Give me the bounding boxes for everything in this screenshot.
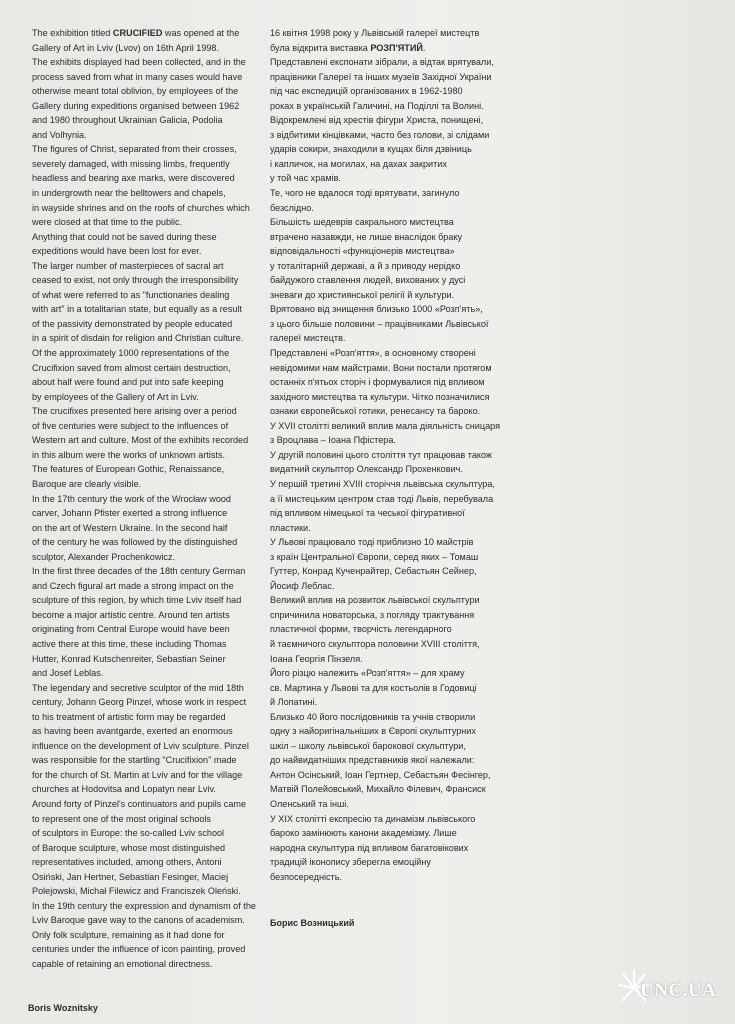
- text-line: роках в українській Галичині, на Поділлі та Волині.: [270, 100, 484, 111]
- text-line: The features of European Gothic, Renaissance,: [32, 464, 225, 475]
- text-line: Around forty of Pinzel's continuators and pupils came: [32, 798, 247, 809]
- text-line: Гуттер, Конрад Кученрайтер, Себастьян Сейнер,: [270, 566, 477, 577]
- text-line: to represent one of the most original schools: [32, 813, 211, 824]
- text-line: У XIX столітті експресію та динамізм львівського: [270, 813, 476, 824]
- text-line: The figures of Christ, separated from their crosses,: [32, 144, 237, 155]
- text-line: 16 квітня 1998 року у Львівській галереї мистецтв: [270, 28, 480, 38]
- exhibition-title: CRUCIFIED: [112, 28, 163, 38]
- text-line: in a spirit of disdain for religion and Christian culture.: [32, 333, 244, 344]
- text-line: were closed at that time to the public.: [32, 217, 183, 228]
- text-line: байдужого ставлення людей, вихованих у дусі: [270, 275, 466, 286]
- text-line: Представлені «Розп'яття», в основному створені: [270, 348, 476, 359]
- text-line: У XVII столітті великий вплив мала діяльність сницаря: [270, 420, 501, 431]
- text-line: for the church of St. Martin at Lviv and for the village: [32, 769, 243, 780]
- text-line: Близько 40 його послідовників та учнів створили: [270, 711, 476, 722]
- text-line: і капличок, на могилах, на дахах закритих: [270, 158, 447, 169]
- text-line: Оленський та інші.: [270, 798, 349, 809]
- text-line: The exhibits displayed had been collected, and in the: [32, 57, 246, 68]
- text-line: Lviv Baroque gave way to the canons of academism.: [32, 915, 245, 926]
- text-line: of five centuries were subject to the influences of: [32, 420, 229, 431]
- text-line: пластики.: [270, 522, 311, 533]
- text-line: традицій іконопису зберегла емоційну: [270, 857, 431, 868]
- text-line: до найвидатніших представників якої належали:: [270, 755, 475, 766]
- text-line: з країн Центральної Європи, серед яких – Томаш: [270, 551, 479, 562]
- text-line: In the 17th century the work of the Wrocław wood: [32, 493, 231, 504]
- text-line: expeditions would have been lost for ever.: [32, 246, 202, 257]
- text-line: Hutter, Konrad Kutschenreiter, Sebastian Seiner: [32, 653, 226, 664]
- text-line: century, Johann Georg Pinzel, whose work in respect: [32, 697, 247, 708]
- text-line: The legendary and secretive sculptor of the mid 18th: [32, 682, 244, 693]
- text-line: by employees of the Gallery of Art in Lviv.: [32, 391, 199, 402]
- text-line: on the art of Western Ukraine. In the second half: [32, 522, 228, 533]
- text-line: as having been avantgarde, exerted an enormous: [32, 726, 233, 737]
- text-line: Baroque are clearly visible.: [32, 478, 142, 489]
- text-line: severely damaged, with missing limbs, frequently: [32, 158, 230, 169]
- text-line: Anything that could not be saved during these: [32, 231, 217, 242]
- text-line: and Volhynia.: [32, 129, 87, 140]
- text-line: in this album were the works of unknown artists.: [32, 449, 226, 460]
- text-line: Матвій Полейовський, Михайло Філевич, Франсиск: [270, 784, 486, 795]
- text-line: carver, Johann Pfister exerted a strong influence: [32, 508, 228, 519]
- text-line: In the 19th century the expression and dynamism of the: [32, 900, 256, 911]
- text-line: [270, 41, 508, 56]
- text-line: галереї мистецтв.: [270, 333, 346, 344]
- text-line: [32, 26, 264, 41]
- text-line: with art" in a totalitarian state, but equally as a result: [32, 304, 242, 315]
- text-line: churches at Hodovitsa and Lopatyn near Lviv.: [32, 784, 216, 795]
- text-line: видатний скульптор Олександр Прохенкович.: [270, 464, 463, 475]
- text-line: Йосиф Леблас.: [270, 580, 335, 591]
- text-line: Gallery of Art in Lviv (Lvov) on 16th April 1998.: [32, 42, 220, 53]
- text-line: and Josef Leblas.: [32, 668, 104, 679]
- text-line: спричинила новаторська, з погляду трактування: [270, 609, 475, 620]
- text-line: of sculptors in Europe: the so-called Lviv school: [32, 828, 225, 839]
- text-line: шкіл – школу львівської барокової скульптури,: [270, 740, 466, 751]
- text-line: of Baroque sculpture, whose most distinguished: [32, 842, 226, 853]
- text-segment: була відкрита виставка: [270, 42, 371, 53]
- text-line: The crucifixes presented here arising over a period: [32, 406, 237, 417]
- text-line: sculptor, Alexander Prochenkowicz.: [32, 551, 176, 562]
- text-line: св. Мартина у Львові та для костьолів в Годовиці: [270, 682, 477, 693]
- text-line: process saved from what in many cases would have: [32, 71, 243, 82]
- text-line: Представлені експонати зібрали, а відтак врятували,: [270, 57, 494, 68]
- text-line: й Лопатині.: [270, 697, 318, 708]
- text-line: західного мистецтва та культури. Чітко позначилися: [270, 391, 490, 402]
- text-line: Іоана Георгія Пінзеля.: [270, 653, 363, 664]
- text-line: active there at this time, these including Thomas: [32, 638, 227, 649]
- text-line: Те, чого не вдалося тоді врятувати, загинуло: [270, 188, 460, 199]
- text-segment: The exhibition titled: [32, 28, 113, 38]
- text-line: Of the approximately 1000 representations of the: [32, 348, 230, 359]
- text-line: останніх п'ятьох сторіч і формувалися під впливом: [270, 377, 485, 388]
- text-line: Crucifixion saved from almost certain destruction,: [32, 362, 231, 373]
- text-line: під час експедицій організованих в 1962-1980: [270, 86, 463, 97]
- text-line: Більшість шедеврів сакрального мистецтва: [270, 217, 454, 228]
- text-line: У першій третині XVIII сторіччя львівська скульптура,: [270, 478, 495, 489]
- text-line: ударів сокири, знаходили в кущах біля дзвіниць: [270, 144, 472, 155]
- text-line: ознаки європейської готики, ренесансу та бароко.: [270, 406, 481, 417]
- text-line: of the passivity demonstrated by people educated: [32, 318, 233, 329]
- text-line: headless and bearing axe marks, were discovered: [32, 173, 235, 184]
- text-line: бароко замінюють канони академізму. Лише: [270, 828, 457, 839]
- text-line: Osiński, Jan Hertner, Sebastian Fesinger, Maciej: [32, 871, 229, 882]
- text-line: пластичної форми, творчість легендарного: [270, 624, 452, 635]
- text-line: У другій половині цього століття тут працював також: [270, 449, 493, 460]
- text-line: otherwise meant total oblivion, by employees of the: [32, 86, 239, 97]
- text-line: під впливом німецької та чеської фігуративної: [270, 508, 465, 519]
- text-line: У Львові працювало тоді приблизно 10 майстрів: [270, 537, 474, 548]
- text-line: influence on the development of Lviv sculpture. Pinzel: [32, 740, 249, 751]
- text-line: of what were referred to as "functionaries dealing: [32, 289, 230, 300]
- text-line: у тоталітарній державі, а й з приводу нерідко: [270, 260, 461, 271]
- text-line: representatives included, among others, Antoni: [32, 857, 222, 868]
- text-line: працівники Галереї та інших музеїв Західної України: [270, 71, 492, 82]
- watermark-text: UNC.UA: [640, 980, 717, 1001]
- ukrainian-signature: Борис Возницький: [270, 918, 355, 928]
- text-segment: .: [422, 42, 426, 53]
- english-signature: Boris Woznitsky: [28, 1003, 98, 1013]
- text-line: centuries under the influence of icon painting, proved: [32, 944, 246, 955]
- text-line: originating from Central Europe would have been: [32, 624, 230, 635]
- text-line: capable of retaining an emotional directness.: [32, 959, 213, 969]
- text-line: невідомими нам майстрами. Вони постали протягом: [270, 362, 492, 373]
- text-line: In the first three decades of the 18th century German: [32, 566, 246, 577]
- ukrainian-text-column: [270, 26, 508, 884]
- text-line: in wayside shrines and on the roofs of churches which: [32, 202, 250, 213]
- text-line: sculpture of this region, by which time Lviv itself had: [32, 595, 242, 606]
- text-line: Polejowski, Michał Filewicz and Franciszek Oleński.: [32, 886, 241, 897]
- text-line: The larger number of masterpieces of sacral art: [32, 260, 224, 271]
- text-line: Антон Осінський, Іоан Гертнер, Себастьян Фесінгер,: [270, 769, 491, 780]
- text-line: у той час храмів.: [270, 173, 341, 184]
- text-line: Його різцю належить «Розп'яття» – для храму: [270, 668, 465, 679]
- text-line: Only folk sculpture, remaining as it had done for: [32, 929, 225, 940]
- text-line: народна скульптура під впливом багатовікових: [270, 842, 469, 853]
- text-line: ceased to exist, not only through the irresponsibility: [32, 275, 239, 286]
- text-line: й таємничого скульптора половини XVIII століття,: [270, 638, 480, 649]
- text-line: з Вроцлава – Іоана Пфістера.: [270, 435, 396, 446]
- text-line: одну з найоригінальніших в Європі скульптурних: [270, 726, 476, 737]
- text-line: was responsible for the startling "Crucifixion" made: [32, 755, 237, 766]
- text-line: зневаги до християнської релігії й культури.: [270, 289, 455, 300]
- text-line: Відокремлені від хрестів фігури Христа, понищені,: [270, 115, 484, 126]
- text-line: втрачено назавжди, не лише внаслідок браку: [270, 231, 463, 242]
- text-line: а її мистецьким центром став тоді Львів, перебувала: [270, 493, 494, 504]
- text-line: з цього більше половини – працівниками Львівської: [270, 318, 489, 329]
- text-line: Western art and culture. Most of the exhibits recorded: [32, 435, 249, 446]
- text-segment: was opened at the: [162, 28, 240, 38]
- text-line: безслідно.: [270, 202, 314, 213]
- english-text-column: [32, 26, 264, 972]
- text-line: відповідальності «функціонерів мистецтва»: [270, 246, 455, 257]
- text-line: з відбитими кінцівками, часто без голови, зі слідами: [270, 129, 490, 140]
- text-line: and Czech figural art made a strong impact on the: [32, 580, 234, 591]
- text-line: of the century he was followed by the distinguished: [32, 537, 238, 548]
- text-line: безпосередність.: [270, 871, 342, 882]
- exhibition-title: РОЗП'ЯТИЙ: [370, 42, 423, 53]
- text-line: in undergrowth near the belltowers and chapels,: [32, 188, 226, 199]
- text-line: to his treatment of artistic form may be regarded: [32, 711, 226, 722]
- text-line: about half were found and put into safe keeping: [32, 377, 224, 388]
- text-line: become a major artistic centre. Around ten artists: [32, 609, 230, 620]
- text-line: Врятовано від знищення близько 1000 «Розп'ять»,: [270, 304, 483, 315]
- text-line: and 1980 throughout Ukrainian Galicia, Podolia: [32, 115, 223, 126]
- text-line: Gallery during expeditions organised between 1962: [32, 100, 240, 111]
- text-line: Великий вплив на розвиток львівської скульптури: [270, 595, 480, 606]
